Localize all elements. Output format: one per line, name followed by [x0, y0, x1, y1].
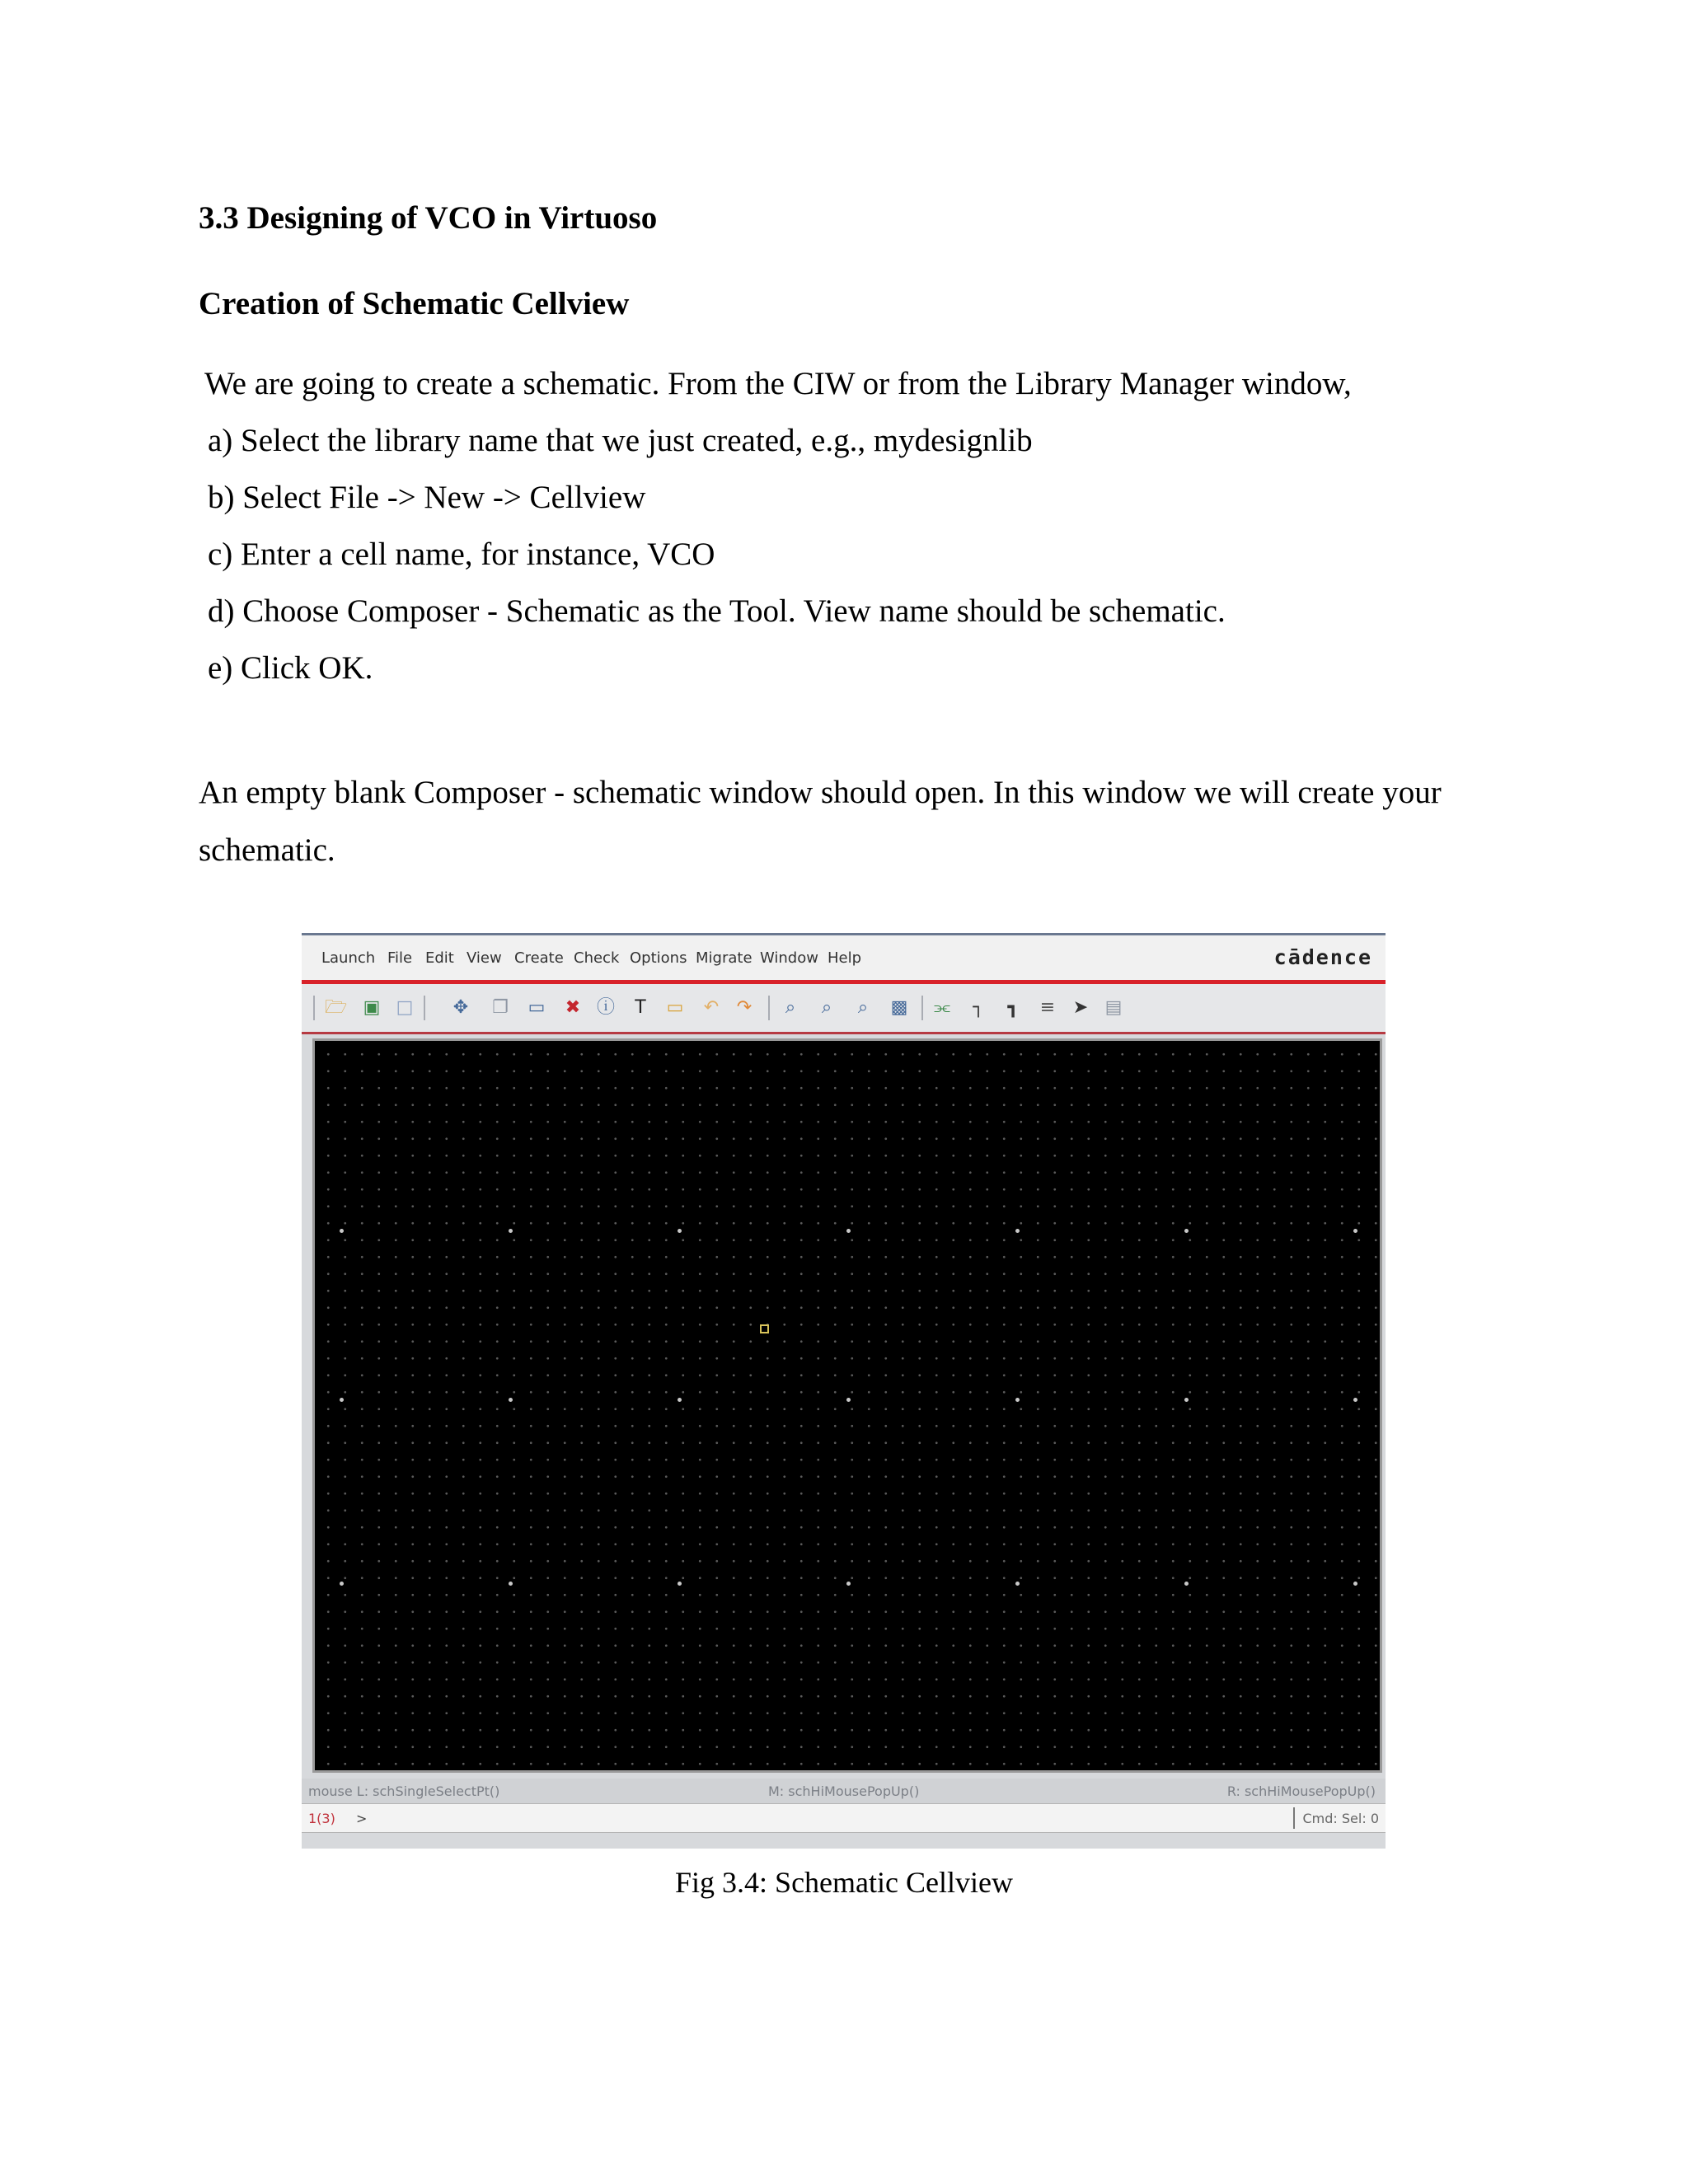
grid-major-dot: [678, 1398, 682, 1402]
menu-launch[interactable]: Launch: [321, 949, 376, 967]
menu-check[interactable]: Check: [574, 949, 620, 967]
closing-paragraph: An empty blank Composer - schematic window should open. In this window we will create your schematic.: [199, 775, 1442, 868]
grid-major-dot: [340, 1398, 344, 1402]
grid-major-dot: [509, 1398, 513, 1402]
grid-major-dot: [340, 1229, 344, 1233]
zoom-area-icon[interactable]: ⌕: [857, 997, 869, 1018]
wire-icon[interactable]: ┐: [973, 997, 984, 1018]
step-item: d) Choose Composer - Schematic as the Tool. View name should be schematic.: [208, 593, 1226, 629]
menu-create[interactable]: Create: [514, 949, 564, 967]
cursor-marker: [760, 1324, 769, 1333]
menu-view[interactable]: View: [467, 949, 502, 967]
toolbar-separator: [424, 996, 425, 1020]
toolbar-separator: [921, 996, 923, 1020]
toolbar-separator: [313, 996, 315, 1020]
copy-icon[interactable]: ❐: [492, 997, 509, 1018]
grid-major-dot: [1353, 1229, 1357, 1233]
selection-count: Cmd: Sel: 0: [1293, 1807, 1386, 1829]
status-right-mouse: R: schHiMousePopUp(): [1226, 1783, 1376, 1799]
delete-icon[interactable]: ✖: [565, 997, 581, 1018]
grid-major-dot: [678, 1582, 682, 1586]
command-prompt[interactable]: >: [356, 1811, 368, 1826]
cadence-logo: cādence: [1273, 945, 1372, 969]
undo-icon[interactable]: ↶: [703, 997, 720, 1018]
check-save-icon[interactable]: ▤: [1104, 997, 1123, 1018]
menu-bar: [302, 935, 1386, 984]
zoom-out-icon[interactable]: ⌕: [821, 997, 832, 1018]
step-item: a) Select the library name that we just created, e.g., mydesignlib: [208, 423, 1033, 458]
section-title: 3.3 Designing of VCO in Virtuoso: [199, 200, 658, 236]
menu-options[interactable]: Options: [630, 949, 687, 967]
grid-major-dot: [1015, 1582, 1020, 1586]
grid-major-dot: [340, 1582, 344, 1586]
schematic-canvas[interactable]: [312, 1038, 1382, 1773]
open-folder-icon[interactable]: 🗁: [325, 997, 348, 1018]
grid-major-dot: [1353, 1398, 1357, 1402]
grid-major-dot: [846, 1229, 851, 1233]
info-icon[interactable]: ⓘ: [596, 997, 615, 1018]
menu-edit[interactable]: Edit: [425, 949, 454, 967]
status-left-mouse: mouse L: schSingleSelectPt(): [308, 1783, 500, 1799]
move-icon[interactable]: ✥: [452, 997, 469, 1018]
schematic-window-screenshot: [302, 933, 1386, 1849]
subsection-title: Creation of Schematic Cellview: [199, 286, 630, 321]
grid-major-dot: [509, 1582, 513, 1586]
stretch-icon[interactable]: ▭: [528, 997, 546, 1018]
redo-icon[interactable]: ↷: [736, 997, 753, 1018]
hierarchy-icon[interactable]: ⫘: [934, 997, 950, 1018]
command-line[interactable]: [302, 1803, 1386, 1833]
grid-major-dot: [678, 1229, 682, 1233]
mouse-status-bar: [302, 1779, 1386, 1803]
menu-window[interactable]: Window: [760, 949, 818, 967]
save-as-icon[interactable]: □: [396, 997, 414, 1018]
grid-major-dot: [1015, 1229, 1020, 1233]
wire-wide-icon[interactable]: ┓: [1007, 997, 1019, 1018]
figure-caption: Fig 3.4: Schematic Cellview: [675, 1866, 1013, 1899]
step-item: c) Enter a cell name, for instance, VCO: [208, 537, 715, 572]
menu-help[interactable]: Help: [828, 949, 862, 967]
zoom-in-icon[interactable]: ⌕: [785, 997, 796, 1018]
toolbar-separator: [768, 996, 770, 1020]
note-icon[interactable]: ▭: [666, 997, 684, 1018]
grid-major-dot: [1184, 1398, 1189, 1402]
save-icon[interactable]: ▣: [363, 997, 381, 1018]
grid-major-dot: [1184, 1582, 1189, 1586]
fit-icon[interactable]: ▩: [890, 997, 908, 1018]
menu-migrate[interactable]: Migrate: [696, 949, 753, 967]
step-item: b) Select File -> New -> Cellview: [208, 480, 646, 515]
grid-major-dot: [846, 1398, 851, 1402]
intro-paragraph: We are going to create a schematic. From the CIW or from the Library Manager window,: [204, 366, 1352, 401]
command-count: 1(3): [308, 1811, 335, 1826]
grid-major-dot: [1015, 1398, 1020, 1402]
grid-major-dot: [1184, 1229, 1189, 1233]
label-icon[interactable]: ≡: [1039, 997, 1056, 1018]
menu-file[interactable]: File: [387, 949, 413, 967]
step-item: e) Click OK.: [208, 650, 373, 686]
grid-major-dot: [1353, 1582, 1357, 1586]
grid-major-dot: [846, 1582, 851, 1586]
grid-major-dot: [509, 1229, 513, 1233]
status-middle-mouse: M: schHiMousePopUp(): [768, 1783, 920, 1799]
pin-icon[interactable]: ➤: [1072, 997, 1089, 1018]
text-icon[interactable]: T: [635, 997, 646, 1018]
toolbar: [302, 984, 1386, 1034]
